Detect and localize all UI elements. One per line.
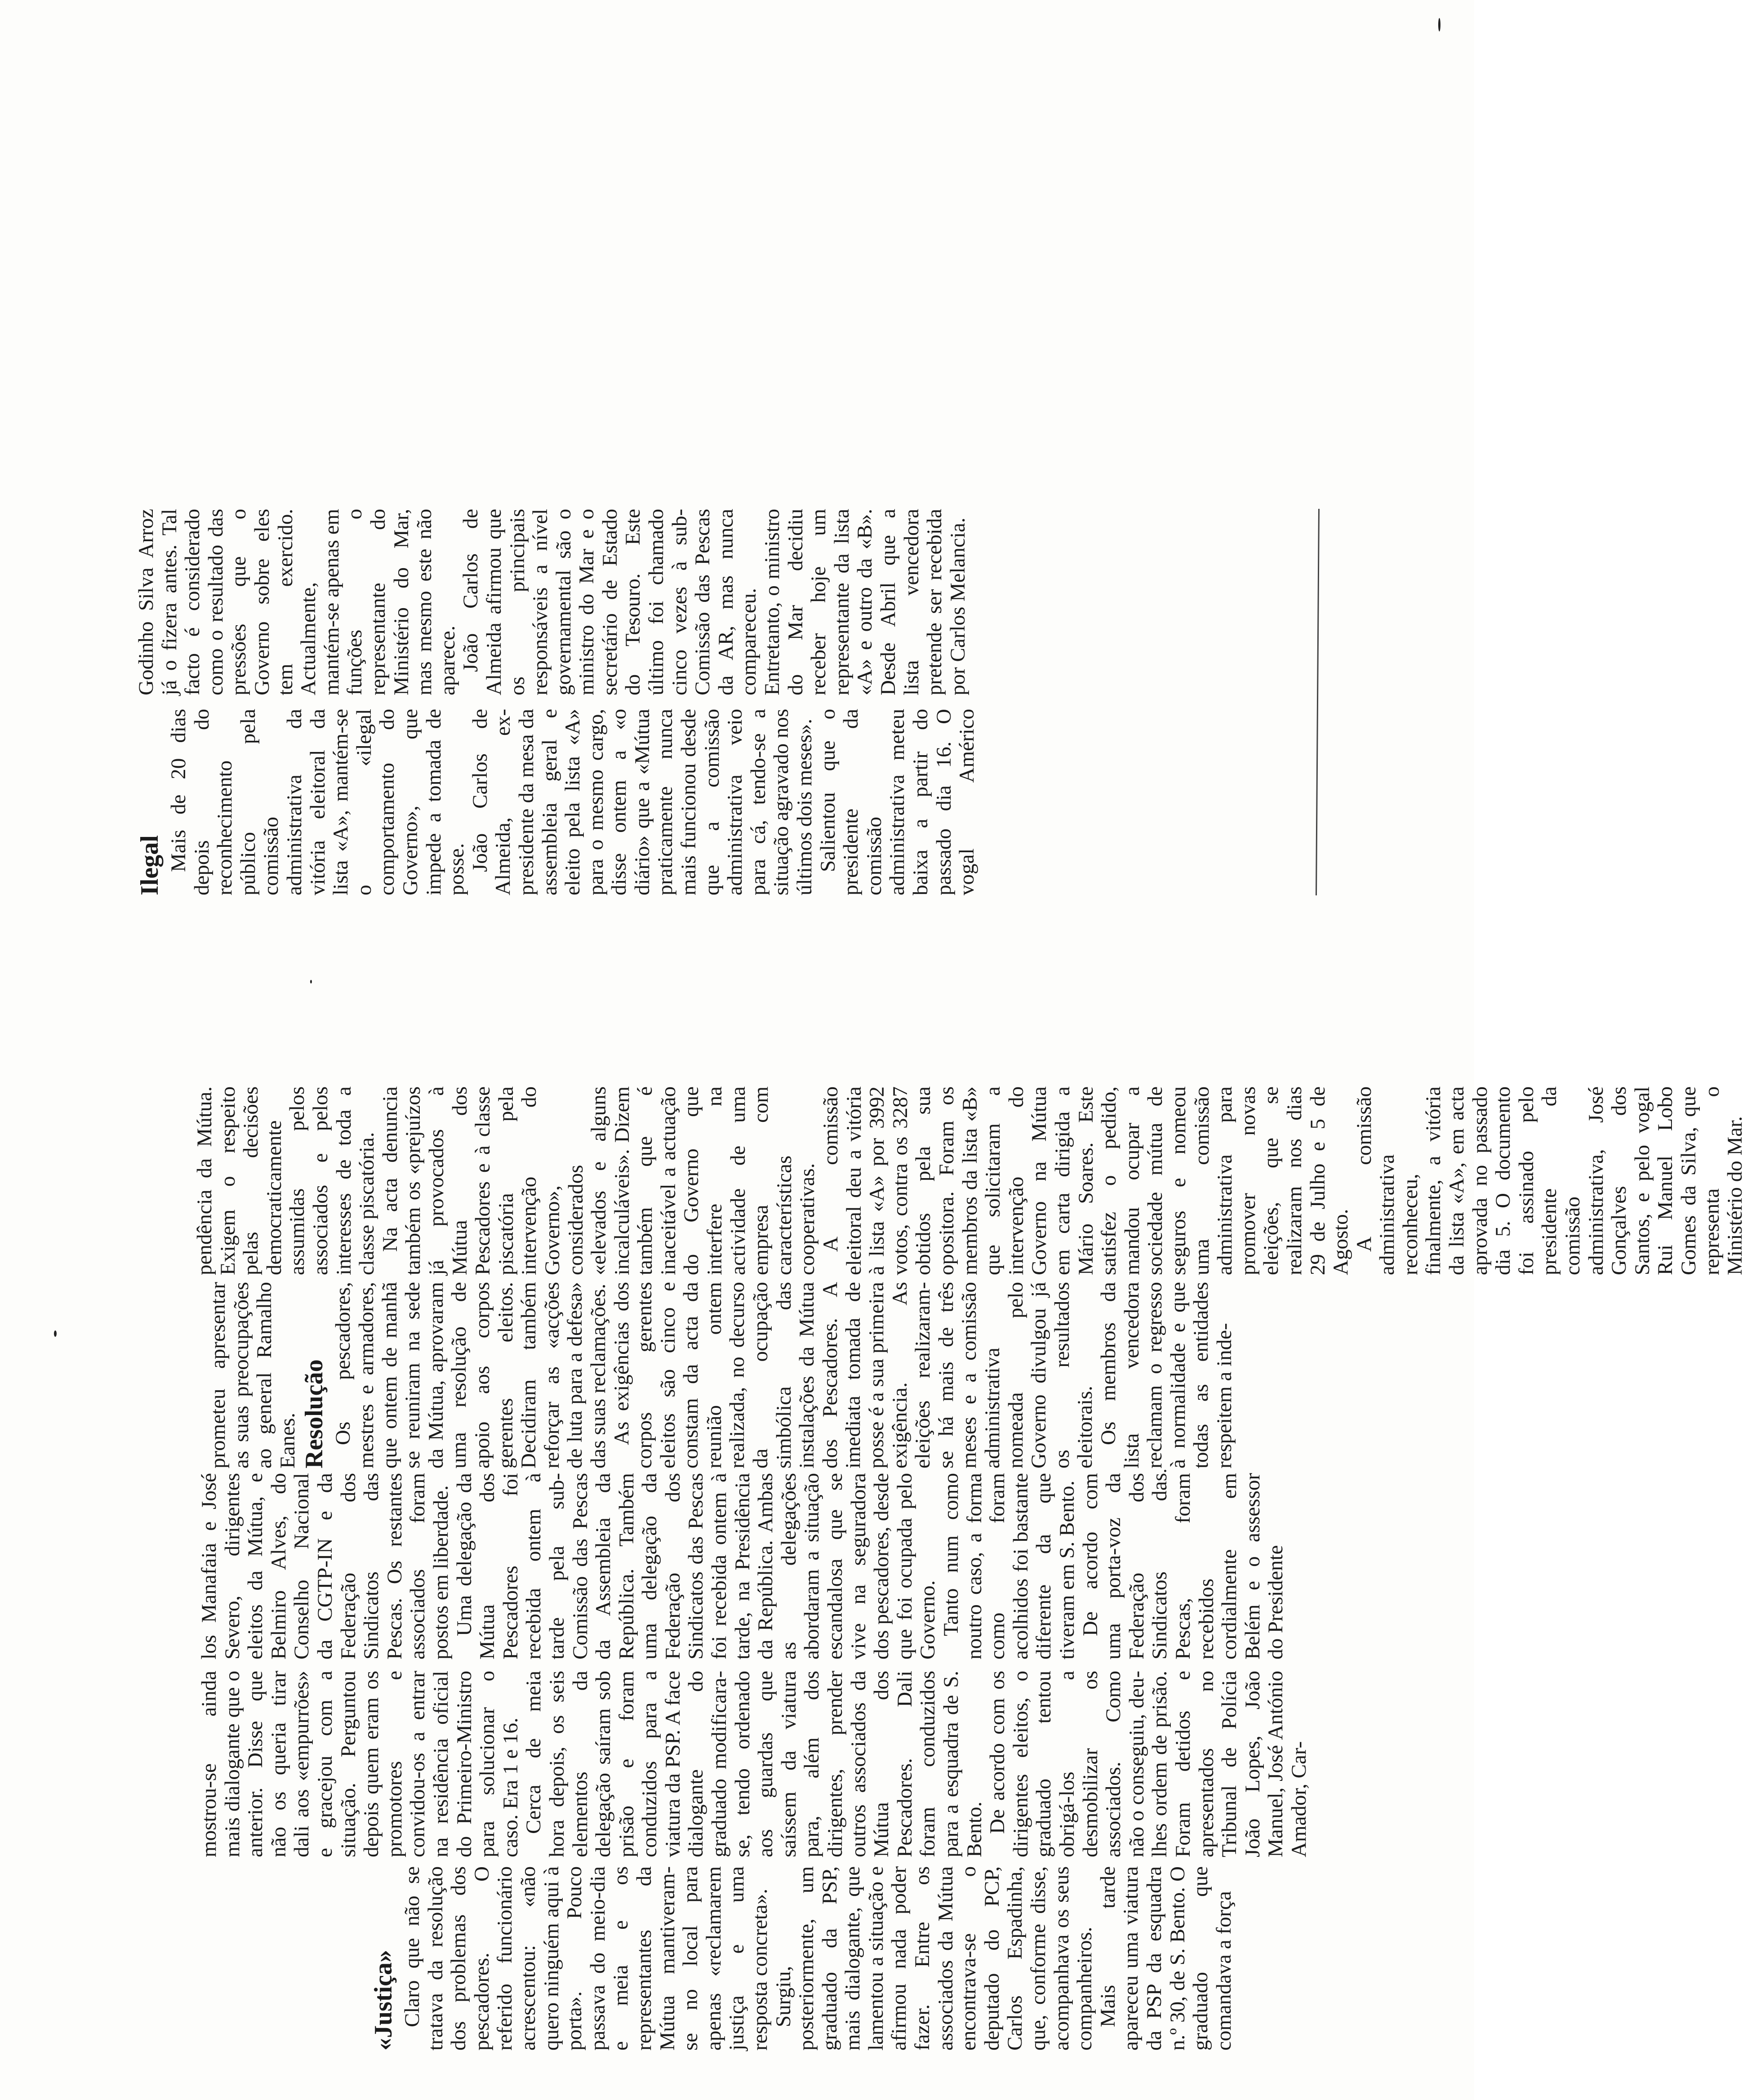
column-2 (197, 1671, 1311, 1857)
paragraph: De acordo com uma porta-voz da Federação dos Sindicatos das Pescas, foram recebidos cordialmente em Belém e o assessor do Presidente (1078, 1473, 1288, 1660)
paragraph: Cerca de meia hora depois, os seis elementos da delegação saíram sob prisão e foram conduzidos para a viatura da PSP. A face dialogante do graduado modificara-se, tendo ordenado aos guardas que saíssem da viatura para, além dos dirigentes, prender outros associados da Mútua dos Pescadores. Dali foram conduzidos para a esquadra de S. Bento. (522, 1671, 986, 1857)
paragraph: Na acta denuncia também os «prejuízos já provocados à Mútua dos Pescadores e à classe piscatória pela intervenção do Governo», considerados «elevados e alguns incalculáveis». Dizem também que é inaceitável a actuação do Governo que interfere na actividade de uma empresa com características cooperativas. (378, 1086, 819, 1275)
paragraph: pendência da Mútua. Exigem o respeito pelas decisões democraticamente assumidas pelos associados e pelos interesses de toda a classe piscatória. (193, 1086, 379, 1275)
paragraph: Os membros da lista vencedora reclamam o regresso à normalidade e que todas as entidades respeitem a inde- (1096, 1282, 1236, 1468)
column-3 (197, 1473, 1288, 1660)
paragraph: Salientou que o presidente da comissão administrativa meteu baixa a partir do passado dia 16. O vogal Américo Godinho Silva Arroz já o fizera antes. Tal facto é considerado como o resultado das pressões que o Governo sobre eles tem exercido. Actualmente, mantém-se apenas em funções o representante do Ministério do Mar, mas mesmo este não aparece. (134, 509, 979, 895)
paragraph: prometeu apresentar as suas preocupações ao general Ramalho Eanes. (206, 1282, 299, 1468)
paragraph: Mais de 20 dias depois do reconhecimento público pela comissão administrativa da vitória eleitoral da lista «A», mantém-se o «ilegal comportamento do Governo», que impede a tomada de posse. (167, 709, 469, 895)
paragraph: Tanto num como noutro caso, a forma como foram acolhidos foi bastante diferente da que tiveram em S. Bento. (939, 1473, 1079, 1660)
paragraph: Os pescadores, mestres e armadores, que ontem de manhã se reuniram na sede da Mútua, aprovaram uma resolução de apoio aos corpos gerentes eleitos. Decidiram também reforçar as «acções de luta para a defesa» das suas reclamações. (331, 1282, 610, 1468)
paragraph: Uma delegação da Mútua dos Pescadores foi recebida ontem à tarde pela sub-Comissão das Pescas da Assembleia da República. Também uma delegação da Federação dos Sindicatos das Pescas foi recebida ontem à tarde, na Presidência da República. Ambas as delegações abordaram a situação escandalosa que se vive na seguradora dos pescadores, desde que foi ocupada pelo Governo. (452, 1473, 940, 1660)
scan-speck (54, 1330, 57, 1337)
column-ilegal (135, 509, 1312, 895)
scan-speck (1164, 1470, 1166, 1472)
paragraph: De acordo com os dirigentes eleitos, o graduado tentou obrigá-los a desmobilizar os associados. Como não o conseguiu, deu-lhes ordem de prisão. Foram detidos e apresentados no Tribunal de Polícia João Lopes, João Manuel, José António Amador, Car- (986, 1671, 1311, 1857)
column-resolucao (207, 1282, 1276, 1468)
section-heading-resolucao: Resolução (300, 1359, 329, 1468)
scan-speck (1438, 18, 1440, 31)
paragraph: Surgiu, posteriormente, um graduado da PSP, mais dialogante, que lamentou a situação e afirmou nada poder fazer. Entre os associados da Mútua encontrava-se o deputado do PCP, Carlos Espadinha, que, conforme disse, acompanhava os seus companheiros. (771, 1866, 1097, 2051)
column-5 (193, 1086, 1747, 1275)
paragraph: Mais tarde apareceu uma viatura da PSP da esquadra n.º 30, de S. Bento. O graduado que comandava a força (1096, 1866, 1236, 2051)
section-heading-justica: «Justiça» (369, 1950, 397, 2051)
column-justica (369, 1866, 1285, 2051)
paragraph: Claro que não se tratava da resolução dos problemas dos pescadores. O referido funcionário acrescentou: «não quero ninguém aqui à porta». Pouco passava do meio-dia e meia e os representantes da Mútua mantiveram-se no local para apenas «reclamarem justiça e uma resposta concreta». (400, 1866, 772, 2051)
paragraph: mostrou-se ainda mais dialogante que o anterior. Disse que não os queria tirar dali aos «empurrões» e gracejou com a situação. Perguntou depois quem eram os promotores e convidou-os a entrar na residência oficial do Primeiro-Ministro para solucionar o caso. Era 1 e 16. (197, 1671, 522, 1857)
paragraph: João Carlos de Almeida afirmou que os principais responsáveis a nível governamental são o ministro do Mar e o secretário de Estado do Tesouro. Este último foi chamado cinco vezes à sub-Comissão das Pescas da AR, mas nunca compareceu. Entretanto, o ministro do Mar decidiu receber hoje um representante da lista «A» e outro da «B». Desde Abril que a lista vencedora pretende ser recebida por Carlos Melancia. (459, 509, 969, 695)
scan-speck (310, 980, 312, 983)
column-rule (1316, 509, 1320, 895)
paragraph: As exigências dos corpos gerentes eleitos são cinco e constam da acta da reunião ontem realizada, no decurso da ocupação simbólica das instalações da Mútua dos Pescadores. A imediata tomada de posse é a sua primeira exigência. As eleições realizaram-se há mais de três meses e a comissão administrativa nomeada pelo Governo divulgou já os resultados eleitorais. (609, 1281, 1097, 1468)
paragraph: A comissão eleitoral deu a vitória à lista «A» por 3992 votos, contra os 3287 obtidos pela sua opositora. Foram os membros da lista «B» que solicitaram a intervenção do Governo na Mútua em carta dirigida a Mário Soares. Este satisfez o pedido, mandou ocupar a sociedade mútua de seguros e nomeou uma comissão administrativa para promover novas eleições, que se realizaram nos dias 29 de Julho e 5 de Agosto. (819, 1086, 1353, 1275)
section-heading-ilegal: Ilegal (136, 835, 164, 895)
paragraph: João Carlos de Almeida, ex-presidente da mesa da assembleia geral e eleito pela lista «A» para o mesmo cargo, disse ontem a «o diário» que a «Mútua praticamente nunca mais funcionou desde que a comissão administrativa veio para cá, tendo-se a situação agravado nos últimos dois meses». (468, 708, 817, 895)
paragraph: A comissão administrativa reconheceu, finalmente, a vitória da lista «A», em acta aprovada no passado dia 5. O documento foi assinado pelo presidente da comissão administrativa, José Gonçalves dos Santos, e pelo vogal Rui Manuel Lobo Gomes da Silva, que representa o Ministério do Mar. (1352, 1086, 1747, 1275)
paragraph: los Manafaia e José Severo, dirigentes eleitos da Mútua, e Belmiro Alves, do Conselho Nacional da CGTP-IN e da Federação dos Sindicatos das Pescas. Os restantes associados foram postos em liberdade. (197, 1473, 453, 1660)
